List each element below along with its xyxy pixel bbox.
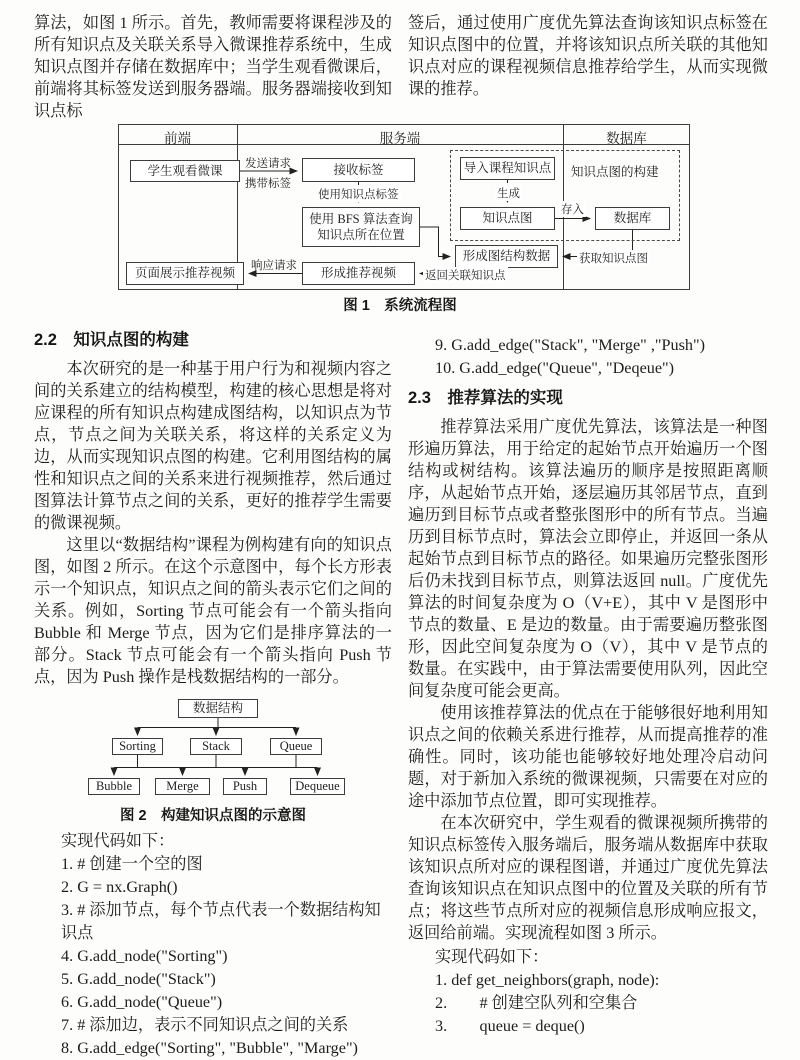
figure-1-system-flowchart [118, 124, 690, 292]
paragraph: 签后，通过使用广度优先算法查询该知识点标签在知识点图中的位置，并将该知识点所关联的其他知识点对应的课程视频信息推荐给学生，从而实现微课的推荐。 [408, 14, 768, 98]
fig1-label-send-request: 发送请求 [245, 158, 291, 170]
paragraph: 在本次研究中，学生观看的微课视频所携带的知识点标签传入服务端后，服务端从数据库中获取该知识点所对应的课程图谱，并通过广度优先算法查询该知识点在知识点图中的位置及关联的所有节点；将这些节点所对应的视频信息形成响应报文，返回给前端。实现流程如图 3 所示。 [408, 814, 768, 942]
code-intro: 实现代码如下： [61, 832, 175, 850]
fig1-node-knowledge-graph: 知识点图 [460, 207, 555, 230]
figure-2-caption: 图 2 构建知识点图的示意图 [119, 808, 307, 824]
paragraph: 这里以“数据结构”课程为例构建有向的知识点图，如图 2 所示。在这个示意图中，每个长方形表示一个知识点，知识点之间的箭头表示它们之间的关系。例如，Sorting 节点可能会有一个箭头指向 Bubble 和 Merge 节点，因为它们是排序算法的一部分。Stack 节点可能会有一个箭头指向 Push 节点，因为 Push 操作是栈数据结构的一部分。 [34, 536, 392, 686]
paragraph: 本次研究的是一种基于用户行为和视频内容之间的关系建立的结构模型，构建的核心思想是将对应课程的所有知识点构建成图结构，以知识点为节点，节点之间为关联关系，将这样的关系定义为边，从而实现知识点图的构建。它利用图结构的属性和知识点之间的关系来进行视频推荐，然后通过图算法计算节点之间的关系，更好的推荐学生需要的微课视频。 [34, 360, 392, 532]
intro-right-column [408, 12, 768, 100]
fig1-label-carry-tag: 携带标签 [245, 178, 291, 190]
figure-1-caption: 图 1 系统流程图 [343, 298, 457, 314]
fig1-node-watch-microlecture: 学生观看微课 [130, 160, 240, 182]
fig1-label-store: 存入 [559, 201, 586, 217]
code-line: 5. G.add_node("Stack") [61, 970, 216, 988]
fig1-node-database: 数据库 [595, 207, 670, 230]
fig1-group-label: 知识点图的构建 [571, 165, 659, 179]
paragraph: 使用该推荐算法的优点在于能够很好地利用知识点之间的依赖关系进行推荐，从而提高推荐的准确性。同时，该功能也能够较好地处理冷启动问题，对于新加入系统的微课视频，只需要在对应的途中添加节点位置，即可实现推荐。 [408, 704, 768, 810]
code-line: 1. def get_neighbors(graph, node): [435, 971, 660, 989]
code-line: 8. G.add_edge("Sorting", "Bubble", "Marge") [61, 1039, 358, 1057]
code-line: 2. G = nx.Graph() [61, 878, 178, 896]
code-listing-right [408, 946, 768, 1038]
fig2-diagram [75, 696, 365, 801]
code-line: 7. # 添加边，表示不同知识点之间的关系 [61, 1016, 349, 1034]
fig2-node-sorting: Sorting [112, 738, 163, 755]
fig1-label-fetch-kg: 获取知识点图 [577, 250, 650, 266]
code-line: 6. G.add_node("Queue") [61, 993, 223, 1011]
fig1-node-bfs-query [302, 207, 420, 247]
figure-2-knowledge-tree [34, 696, 392, 828]
code-intro: 实现代码如下： [435, 948, 549, 966]
fig1-label-return-related: 返回关联知识点 [423, 267, 508, 283]
code-line: 9. G.add_edge("Stack", "Merge" ,"Push") [435, 336, 705, 354]
paragraph: 算法，如图 1 所示。首先，教师需要将课程涉及的所有知识点及关联关系导入微课推荐系统中，生成知识点图并存储在数据库中；当学生观看微课后，前端将其标签发送到服务器端。服务器端接收到知识点标 [34, 14, 392, 120]
code-listing-left [34, 830, 392, 1060]
intro-left-column [34, 12, 392, 122]
section-2-3-heading: 2.3 推荐算法的实现 [408, 389, 563, 407]
fig1-node-page-show: 页面展示推荐视频 [126, 262, 244, 285]
fig1-lane-database: 数据库 [606, 131, 647, 146]
fig2-node-queue: Queue [270, 738, 322, 755]
fig1-label-use-tag: 使用知识点标签 [316, 186, 401, 202]
fig1-bfs-line2: 知识点所在位置 [317, 228, 405, 242]
fig2-node-stack: Stack [190, 738, 242, 755]
fig2-node-merge: Merge [155, 778, 210, 795]
code-line: 10. G.add_edge("Queue", "Deqeue") [435, 359, 675, 377]
code-line: 2. # 创建空队列和空集合 [435, 994, 638, 1012]
code-listing-continued [408, 334, 768, 380]
code-line: 3. # 添加节点，每个节点代表一个数据结构知识点 [61, 901, 381, 942]
fig1-lane-frontend: 前端 [164, 131, 191, 146]
fig1-node-graph-structure-data: 形成图结构数据 [455, 245, 558, 268]
fig2-node-root: 数据结构 [178, 699, 258, 718]
fig2-node-bubble: Bubble [88, 778, 140, 795]
fig1-label-generate: 生成 [495, 185, 522, 201]
fig1-node-form-video: 形成推荐视频 [302, 262, 415, 285]
fig1-bfs-line1: 使用 BFS 算法查询 [309, 211, 413, 226]
code-line: 3. queue = deque() [435, 1017, 585, 1035]
code-line: 1. # 创建一个空的图 [61, 855, 203, 873]
fig1-lane-server: 服务端 [379, 131, 421, 146]
fig1-label-respond: 响应请求 [251, 260, 297, 272]
fig1-node-import-knowledge: 导入课程知识点 [460, 157, 555, 180]
paragraph: 推荐算法采用广度优先算法，该算法是一种图形遍历算法，用于给定的起始节点开始遍历一个图结构或树结构。该算法遍历的顺序是按照距离顺序，从起始节点开始，逐层遍历其邻居节点，直到遍历到目标节点或者整张图形中的所有节点。当遍历到目标节点时，算法会立即停止，并返回一条从起始节点到目标节点的路径。如果遍历完整张图形后仍未找到目标节点，则算法返回 null。广度优先算法的时间复杂度为 O（V+E），其中 V 是图形中节点的数量、E 是边的数量。由于需要遍历整张图形，因此空间复杂度为 O（V），其中 V 是节点的数量。在实践中，由于算法需要使用队列，因此空间复杂度可能会更高。 [408, 418, 768, 700]
section-2-2-heading: 2.2 知识点图的构建 [34, 331, 189, 349]
left-column [34, 326, 392, 1060]
code-line: 4. G.add_node("Sorting") [61, 947, 228, 965]
fig2-node-push: Push [223, 778, 267, 795]
right-column [408, 332, 768, 1038]
fig1-node-receive-tag: 接收标签 [302, 158, 415, 182]
fig2-node-dequeue: Dequeue [290, 778, 345, 795]
